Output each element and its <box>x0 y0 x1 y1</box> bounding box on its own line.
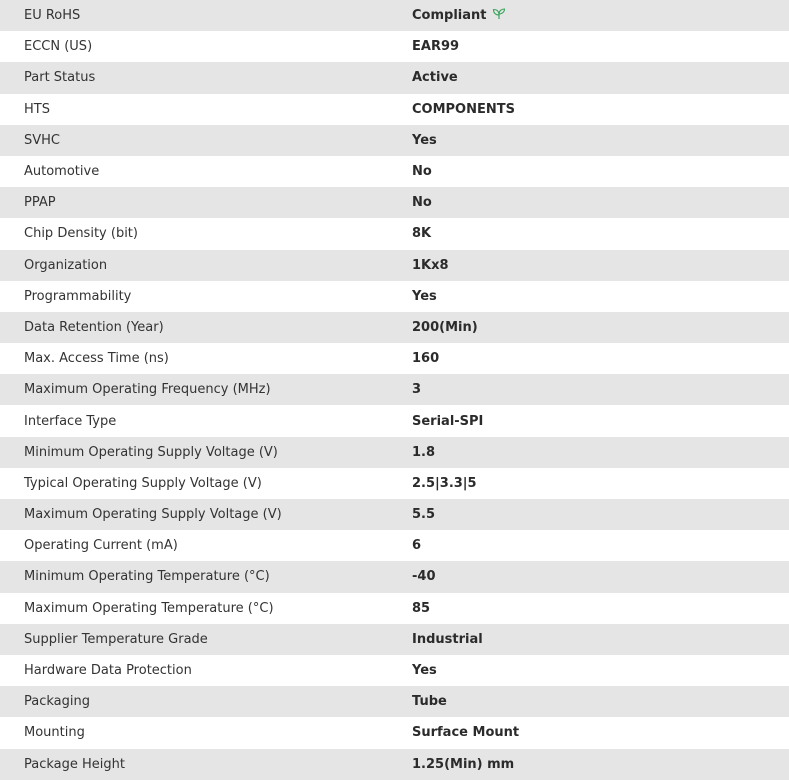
spec-row-mounting <box>0 717 789 748</box>
spec-row-min-supply-voltage <box>0 437 789 468</box>
spec-value: Industrial <box>412 631 483 647</box>
spec-row-max-supply-voltage <box>0 499 789 530</box>
spec-label: Part Status <box>24 70 96 86</box>
spec-value: Tube <box>412 694 447 710</box>
spec-value: 200(Min) <box>412 319 478 335</box>
spec-value: Yes <box>412 663 437 679</box>
spec-value: 6 <box>412 538 422 554</box>
spec-label: Data Retention (Year) <box>24 319 164 335</box>
spec-value: No <box>412 164 432 180</box>
spec-label: HTS <box>24 101 50 117</box>
spec-value: EAR99 <box>412 39 460 55</box>
spec-row-max-temperature <box>0 593 789 624</box>
spec-label: Programmability <box>24 288 132 304</box>
spec-label: Packaging <box>24 694 90 710</box>
spec-row-automotive <box>0 156 789 187</box>
spec-label: EU RoHS <box>24 8 81 24</box>
spec-row-hts <box>0 94 789 125</box>
spec-row-package-height <box>0 749 789 780</box>
spec-row-max-frequency <box>0 374 789 405</box>
spec-label: Typical Operating Supply Voltage (V) <box>24 475 262 491</box>
spec-label: Maximum Operating Temperature (°C) <box>24 600 274 616</box>
spec-row-ppap <box>0 187 789 218</box>
spec-label: Mounting <box>24 725 85 741</box>
leaf-icon <box>492 8 506 20</box>
spec-row-typ-supply-voltage <box>0 468 789 499</box>
spec-row-access-time <box>0 343 789 374</box>
spec-label: Automotive <box>24 164 100 180</box>
spec-value: 3 <box>412 382 422 398</box>
spec-label: Package Height <box>24 756 125 772</box>
spec-row-part-status <box>0 62 789 93</box>
spec-label: Minimum Operating Temperature (°C) <box>24 569 270 585</box>
spec-label: Maximum Operating Frequency (MHz) <box>24 382 271 398</box>
spec-value: Surface Mount <box>412 725 520 741</box>
spec-row-eu-rohs <box>0 0 789 31</box>
spec-value: 160 <box>412 351 440 367</box>
spec-row-svhc <box>0 125 789 156</box>
spec-row-operating-current <box>0 530 789 561</box>
spec-row-temperature-grade <box>0 624 789 655</box>
spec-label: Organization <box>24 257 108 273</box>
spec-value: Serial-SPI <box>412 413 484 429</box>
spec-value: Yes <box>412 132 437 148</box>
spec-value: 1.25(Min) mm <box>412 756 515 772</box>
spec-row-packaging <box>0 686 789 717</box>
spec-label: Supplier Temperature Grade <box>24 631 208 647</box>
spec-value: Compliant <box>412 8 487 24</box>
spec-value: Active <box>412 70 458 86</box>
spec-label: Hardware Data Protection <box>24 663 192 679</box>
spec-value: COMPONENTS <box>412 101 515 117</box>
spec-label: Chip Density (bit) <box>24 226 138 242</box>
spec-row-chip-density <box>0 218 789 249</box>
spec-value-cell <box>412 0 789 31</box>
spec-value: -40 <box>412 569 436 585</box>
spec-value: Yes <box>412 288 437 304</box>
spec-row-organization <box>0 250 789 281</box>
spec-value: 8K <box>412 226 432 242</box>
spec-label: Interface Type <box>24 413 117 429</box>
spec-row-programmability <box>0 281 789 312</box>
spec-value: 1Kx8 <box>412 257 449 273</box>
spec-row-data-retention <box>0 312 789 343</box>
spec-label: PPAP <box>24 195 56 211</box>
spec-label: Minimum Operating Supply Voltage (V) <box>24 444 278 460</box>
spec-label: Maximum Operating Supply Voltage (V) <box>24 507 282 523</box>
spec-row-min-temperature <box>0 561 789 592</box>
spec-row-hw-data-protection <box>0 655 789 686</box>
spec-value: 5.5 <box>412 507 436 523</box>
spec-row-interface-type <box>0 405 789 436</box>
spec-label: Operating Current (mA) <box>24 538 178 554</box>
spec-label: Max. Access Time (ns) <box>24 351 169 367</box>
spec-value: 85 <box>412 600 431 616</box>
spec-label: ECCN (US) <box>24 39 93 55</box>
spec-value: 1.8 <box>412 444 436 460</box>
spec-label: SVHC <box>24 132 60 148</box>
spec-value: 2.5|3.3|5 <box>412 475 477 491</box>
spec-value: No <box>412 195 432 211</box>
spec-row-eccn <box>0 31 789 62</box>
